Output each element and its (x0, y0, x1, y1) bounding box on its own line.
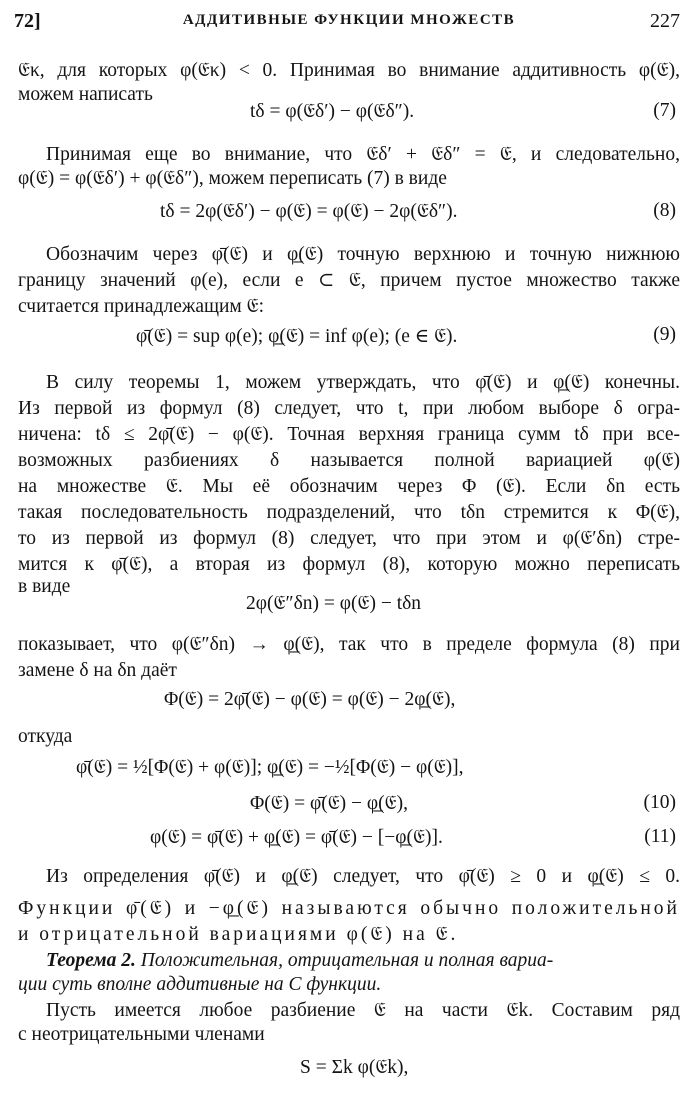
theorem-line (46, 948, 680, 974)
text-line: считается принадлежащим 𝔈: (18, 296, 265, 317)
text-line: ничена: tδ ≤ 2φ̄(𝔈) − φ(𝔈). Точная верхняя граница сумм tδ при все- (18, 424, 680, 445)
text-line: Функции φ̄(𝔈) и −φ̲(𝔈) называются обычно положительной (18, 898, 680, 919)
text-line: Из определения φ̄(𝔈) и φ̲(𝔈) следует, что φ̄(𝔈) ≥ 0 и φ̲(𝔈) ≤ 0. (46, 866, 680, 887)
equation-11 (18, 826, 680, 866)
text-line: показывает, что φ(𝔈″δn) → φ̲(𝔈), так что в пределе формула (8) при (18, 634, 680, 655)
equation-7 (18, 100, 680, 140)
text-line: мится к φ̄(𝔈), а вторая из формул (8), которую можно переписать (18, 554, 680, 575)
equation-formula: tδ = 2φ(𝔈δ′) − φ(𝔈) = φ(𝔈) − 2φ(𝔈δ″). (160, 201, 458, 222)
text-line: на множестве 𝔈. Мы её обозначим через Φ (𝔈). Если δn есть (18, 476, 680, 497)
equation-formula: Φ(𝔈) = 2φ̄(𝔈) − φ(𝔈) = φ(𝔈) − 2φ̲(𝔈), (164, 689, 456, 710)
page-number: 227 (650, 10, 680, 32)
text-line: границу значений φ(e), если e ⊂ 𝔈, причем пустое множество также (18, 270, 680, 291)
equation-unnumbered (18, 688, 680, 728)
text-line: можем написать (18, 84, 153, 105)
equation-unnumbered (18, 756, 680, 796)
section-number: 72] (14, 10, 41, 32)
equation-formula: φ̄(𝔈) = sup φ(e); φ̲(𝔈) = inf φ(e); (e ∈ 𝔈). (136, 326, 458, 347)
equation-number: (10) (643, 792, 676, 813)
text-line: 𝔈κ, для которых φ(𝔈κ) < 0. Принимая во внимание аддитивность φ(𝔈), (18, 60, 680, 81)
text-line: Пусть имеется любое разбиение 𝔈 на части 𝔈k. Составим ряд (46, 1000, 680, 1021)
text-line: замене δ на δn даёт (18, 660, 177, 681)
equation-formula: S = Σk φ(𝔈k), (300, 1057, 409, 1078)
text-line: то из первой из формул (8) следует, что при этом и φ(𝔈′δn) стре- (18, 528, 680, 549)
text-line: φ(𝔈) = φ(𝔈δ′) + φ(𝔈δ″), можем переписать (7) в виде (18, 168, 447, 189)
text-line: и отрицательной вариациями φ(𝔈) на 𝔈. (18, 924, 459, 945)
text-line: откуда (18, 726, 73, 747)
text-line: возможных разбиениях δ называется полной вариацией φ(𝔈) (18, 450, 680, 471)
text-line: такая последовательность подразделений, что tδn стремится к Φ(𝔈), (18, 502, 680, 523)
equation-formula: φ(𝔈) = φ̄(𝔈) + φ̲(𝔈) = φ̄(𝔈) − [−φ̲(𝔈)]. (150, 827, 443, 848)
equation-9 (18, 324, 680, 364)
equation-formula: 2φ(𝔈″δn) = φ(𝔈) − tδn (246, 593, 422, 614)
equation-formula: tδ = φ(𝔈δ′) − φ(𝔈δ″). (250, 101, 415, 122)
equation-formula: Φ(𝔈) = φ̄(𝔈) − φ̲(𝔈), (250, 793, 408, 814)
text-line: в виде (18, 576, 71, 597)
theorem-line: ции суть вполне аддитивные на C функции. (18, 974, 382, 995)
text-line: с неотрицательными членами (18, 1024, 265, 1045)
text-line: Из первой из формул (8) следует, что t, при любом выборе δ огра- (18, 398, 680, 419)
equation-unnumbered (18, 592, 680, 632)
text-line: В силу теоремы 1, можем утверждать, что φ̄(𝔈) и φ̲(𝔈) конечны. (46, 372, 680, 393)
equation-unnumbered (18, 1056, 680, 1096)
equation-number: (9) (653, 324, 676, 345)
equation-formula: φ̄(𝔈) = ½[Φ(𝔈) + φ(𝔈)]; φ̲(𝔈) = −½[Φ(𝔈) − φ(𝔈)], (76, 757, 464, 778)
text-line: Обозначим через φ̄(𝔈) и φ̲(𝔈) точную верхнюю и точную нижнюю (46, 244, 680, 265)
theorem-label: Теорема 2. (46, 950, 136, 971)
running-title: АДДИТИВНЫЕ ФУНКЦИИ МНОЖЕСТВ (182, 12, 516, 28)
equation-number: (11) (644, 826, 676, 847)
equation-8 (18, 200, 680, 240)
equation-number: (8) (653, 200, 676, 221)
theorem-text: Положительная, отрицательная и полная вариа- (140, 950, 554, 971)
text-line: Принимая еще во внимание, что 𝔈δ′ + 𝔈δ″ = 𝔈, и следовательно, (46, 144, 680, 165)
equation-number: (7) (653, 100, 676, 121)
